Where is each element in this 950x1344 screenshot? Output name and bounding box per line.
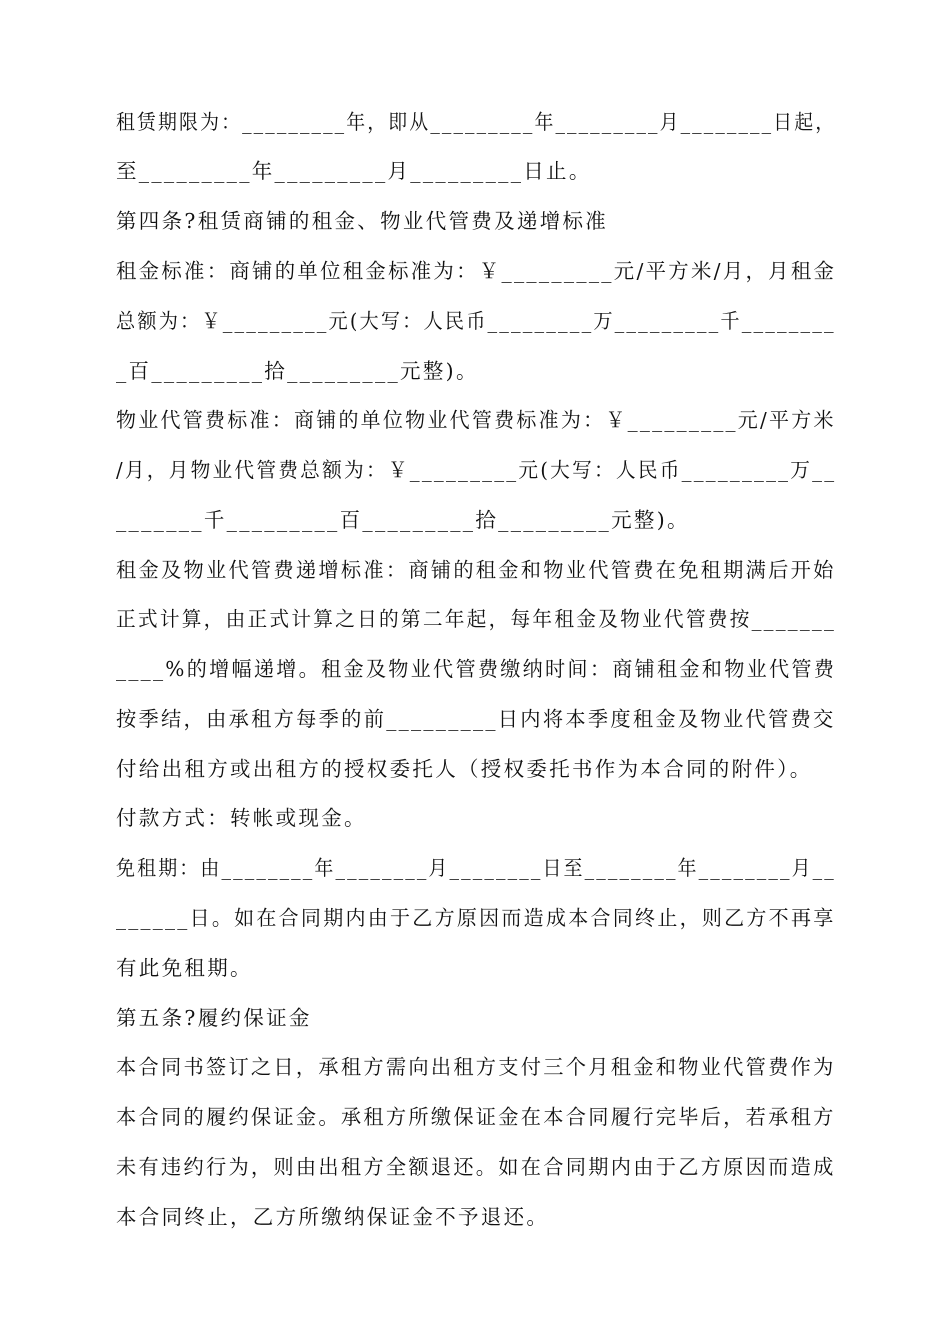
- increase-standard-line-2: 正式计算，由正式计算之日的第二年起，每年租金及物业代管费按_______: [116, 607, 837, 631]
- rent-standard-line-2: 总额为：￥_________元(大写：人民币_________万_________千________: [116, 309, 836, 333]
- deposit-line-4: 本合同终止，乙方所缴纳保证金不予退还。: [116, 1205, 550, 1229]
- property-fee-line-3: _______千_________百_________拾_________元整)。: [116, 508, 690, 532]
- property-fee-line-2: /月，月物业代管费总额为：￥_________元(大写：人民币_________万__: [116, 458, 837, 482]
- article-4-heading: 第四条?租赁商铺的租金、物业代管费及递增标准: [116, 209, 609, 233]
- rent-standard-line-3: _百_________拾_________元整)。: [116, 359, 479, 383]
- deposit-line-2: 本合同的履约保证金。承租方所缴保证金在本合同履行完毕后，若承租方: [116, 1105, 836, 1129]
- increase-standard-line-5: 付给出租方或出租方的授权委托人（授权委托书作为本合同的附件）。: [116, 757, 813, 781]
- rent-free-line-2: ______日。如在合同期内由于乙方原因而造成本合同终止，则乙方不再享: [116, 906, 836, 930]
- increase-standard-line-3: ____%的增幅递增。租金及物业代管费缴纳时间：商铺租金和物业代管费: [116, 657, 837, 681]
- article-5-heading: 第五条?履约保证金: [116, 1006, 312, 1030]
- increase-standard-line-1: 租金及物业代管费递增标准：商铺的租金和物业代管费在免租期满后开始: [116, 558, 836, 582]
- property-fee-line-1: 物业代管费标准：商铺的单位物业代管费标准为：￥_________元/平方米: [116, 408, 836, 432]
- rent-free-line-1: 免租期：由________年________月________日至________年________月__: [116, 856, 836, 880]
- increase-standard-line-4: 按季结，由承租方每季的前_________日内将本季度租金及物业代管费交: [116, 707, 836, 731]
- payment-method-line: 付款方式：转帐或现金。: [116, 806, 367, 830]
- rent-standard-line-1: 租金标准：商铺的单位租金标准为：￥_________元/平方米/月，月租金: [116, 259, 837, 283]
- lease-term-line-1: 租赁期限为：_________年，即从_________年_________月________日起，: [116, 110, 837, 134]
- deposit-line-1: 本合同书签订之日，承租方需向出租方支付三个月租金和物业代管费作为: [116, 1055, 836, 1079]
- deposit-line-3: 未有违约行为，则由出租方全额退还。如在合同期内由于乙方原因而造成: [116, 1155, 836, 1179]
- lease-term-line-2: 至_________年_________月_________日止。: [116, 159, 592, 183]
- rent-free-line-3: 有此免租期。: [116, 956, 253, 980]
